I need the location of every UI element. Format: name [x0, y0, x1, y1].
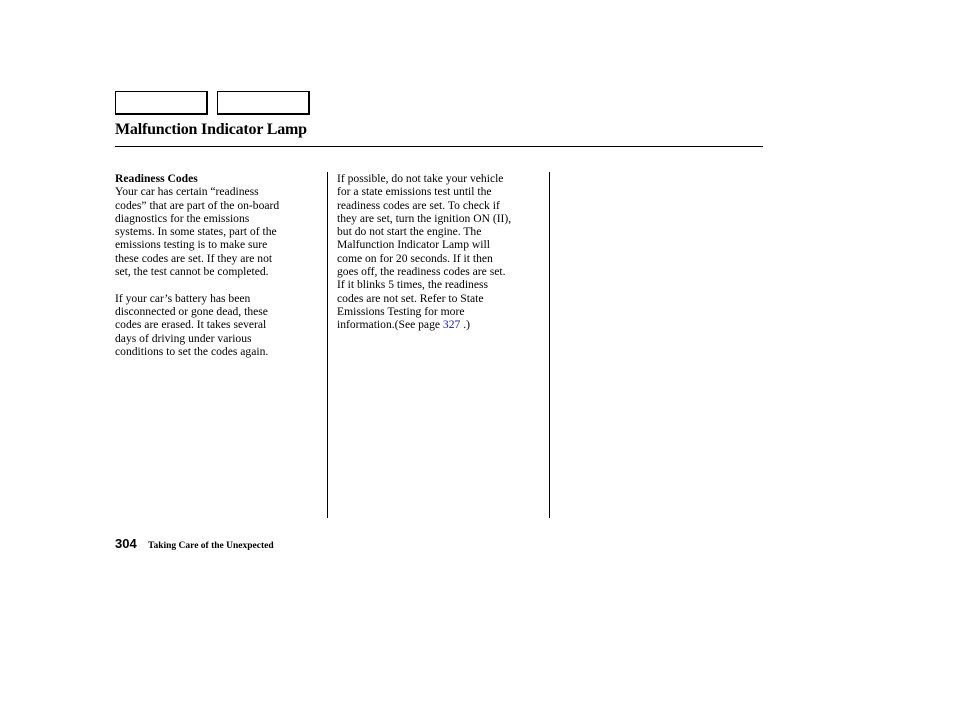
text-line: Your car has certain “readiness — [115, 185, 259, 199]
text-line: Malfunction Indicator Lamp will — [337, 238, 490, 252]
text-line: If your car’s battery has been — [115, 291, 251, 305]
paragraph-gap — [115, 278, 320, 291]
text-column-middle — [337, 172, 545, 332]
text-line: for a state emissions test until the — [337, 185, 492, 199]
text-line: they are set, turn the ignition ON (II), — [337, 211, 512, 225]
text-line: come on for 20 seconds. If it then — [337, 251, 493, 265]
text-line: goes off, the readiness codes are set. — [337, 265, 506, 279]
text-fragment: information.(See page — [337, 318, 443, 332]
text-line: codes are erased. It takes several — [115, 318, 267, 332]
text-line: days of driving under various — [115, 331, 252, 345]
text-line: If it blinks 5 times, the readiness — [337, 278, 489, 292]
column-divider — [549, 172, 550, 518]
text-line: Emissions Testing for more — [337, 304, 465, 318]
section-heading: Readiness Codes — [115, 172, 198, 185]
title-divider — [115, 146, 763, 147]
footer-section-name: Taking Care of the Unexpected — [148, 541, 274, 551]
text-line: set, the test cannot be completed. — [115, 265, 269, 279]
text-line: disconnected or gone dead, these — [115, 304, 268, 318]
page-title: Malfunction Indicator Lamp — [115, 121, 307, 138]
page-number: 304 — [115, 536, 137, 551]
text-fragment: .) — [460, 318, 470, 332]
nav-button-previous[interactable] — [115, 91, 208, 115]
text-line-with-link — [337, 318, 545, 331]
text-column-left — [115, 172, 320, 358]
text-line: systems. In some states, part of the — [115, 225, 277, 239]
text-line: diagnostics for the emissions — [115, 211, 250, 225]
text-line: If possible, do not take your vehicle — [337, 172, 504, 185]
text-line: these codes are set. If they are not — [115, 251, 273, 265]
text-line: codes are not set. Refer to State — [337, 291, 484, 305]
text-line: readiness codes are set. To check if — [337, 198, 500, 212]
text-line: but do not start the engine. The — [337, 225, 482, 239]
nav-button-next[interactable] — [217, 91, 310, 115]
text-line: codes” that are part of the on-board — [115, 198, 280, 212]
page-reference-link[interactable]: 327 — [442, 318, 461, 332]
text-line: emissions testing is to make sure — [115, 238, 268, 252]
column-divider — [327, 172, 328, 518]
text-line: conditions to set the codes again. — [115, 344, 269, 358]
